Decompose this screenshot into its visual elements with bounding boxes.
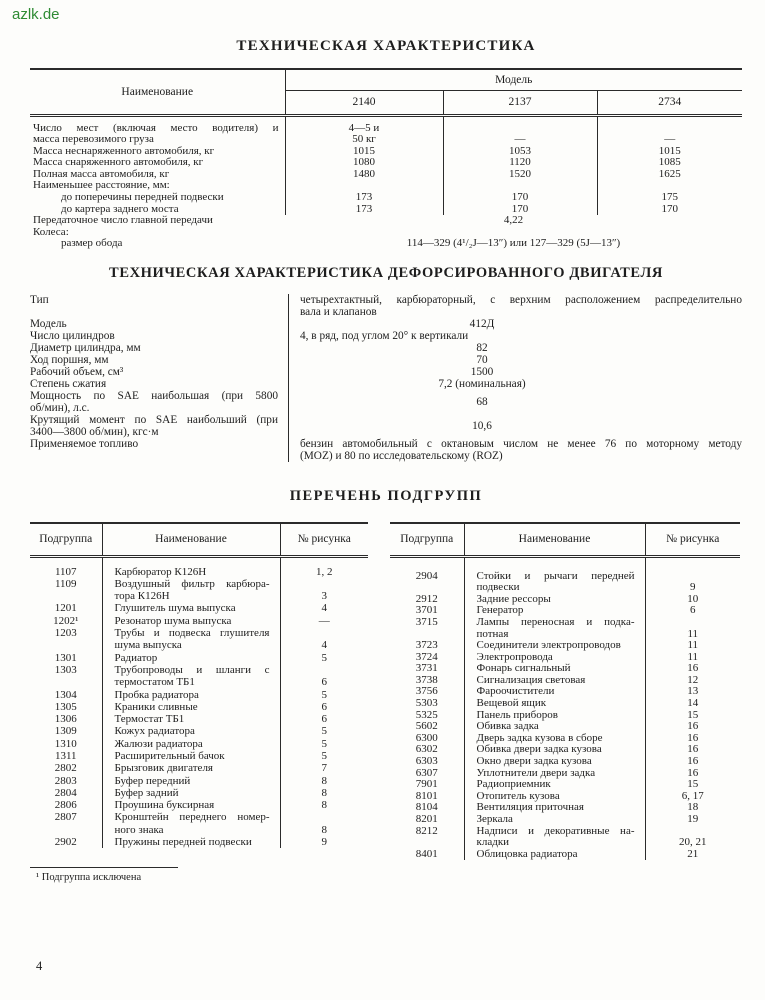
subgroup-row (30, 578, 368, 603)
spec-value: 170 (597, 204, 742, 216)
subgroup-row (30, 762, 368, 774)
subgroup-row (30, 725, 368, 737)
subgroup-table-left (30, 522, 368, 848)
subgroup-code: 2902 (54, 836, 77, 849)
subgroup-name: Дверь задка кузова в сборе (464, 733, 645, 745)
engine-spec-value-text: 82 (476, 342, 488, 355)
subgroup-code: 8401 (415, 847, 438, 860)
subgroup-row (30, 556, 368, 578)
figure-number: 5 (280, 652, 368, 664)
spec-row-name: Масса неснаряженного автомобиля, кг (33, 144, 215, 157)
engine-spec-label: Мощность по SAE наибольшая (при 5800 об/мин), л.с. (30, 390, 278, 415)
subgroup-col-header: Подгруппа (400, 533, 454, 546)
engine-spec-row (30, 378, 742, 390)
figure-number: 7 (280, 762, 368, 774)
figure-number: 5 (280, 689, 368, 701)
subgroup-code: 2912 (415, 592, 438, 605)
subgroup-name: Краники сливные (102, 701, 280, 713)
subgroup-name: Буфер передний (102, 775, 280, 787)
spec-value: 1015 (285, 146, 443, 158)
subgroup-name: Брызговик двигателя (102, 762, 280, 774)
spec-value: — (597, 115, 742, 146)
spec-value: 170 (443, 192, 597, 204)
subgroup-name: Кронштейн переднего номер- ного знака (102, 811, 280, 836)
subgroup-code: 1203 (54, 627, 77, 640)
subgroup-name: Облицовка радиатора (464, 849, 645, 861)
subgroup-tables (30, 522, 742, 860)
subgroup-code: 1310 (54, 737, 77, 750)
engine-spec-value (288, 318, 742, 330)
subgroup-col-header: № рисунка (645, 523, 740, 556)
subgroup-row (30, 775, 368, 787)
subgroup-name: Пружины передней подвески (102, 836, 280, 848)
engine-spec-value (288, 330, 742, 342)
figure-number: 16 (645, 663, 740, 675)
spec-row-name: Число мест (включая место водителя) и масса перевозимого груза (33, 121, 279, 146)
subgroup-name: Вещевой ящик (464, 698, 645, 710)
engine-spec-value (288, 390, 742, 414)
figure-number: 8 (280, 811, 368, 836)
spec-row-name: Колеса: (33, 225, 69, 238)
subgroup-name: Соединители электропроводов (464, 640, 645, 652)
subgroup-row (30, 738, 368, 750)
engine-spec-label: Модель (30, 318, 67, 331)
figure-number: 6 (280, 664, 368, 689)
subgroup-code: 5303 (415, 697, 438, 710)
spec-value: 175 (597, 192, 742, 204)
engine-spec-value-text: 412Д (469, 318, 495, 331)
subgroup-code: 8104 (415, 801, 438, 814)
figure-number: 5 (280, 750, 368, 762)
subgroup-name: Обивка задка (464, 721, 645, 733)
spec-value: 1053 (443, 146, 597, 158)
figure-number: 4 (280, 627, 368, 652)
spec-span-value: 114—329 (4¹/₂J—13″) или 127—329 (5J—13″) (406, 237, 621, 250)
section3-title: ПЕРЕЧЕНЬ ПОДГРУПП (289, 488, 483, 505)
subgroup-name: Термостат ТБ1 (102, 713, 280, 725)
subgroup-row (390, 756, 740, 768)
subgroup-name: Обивка двери задка кузова (464, 744, 645, 756)
figure-number: 18 (645, 802, 740, 814)
subgroup-row (30, 811, 368, 836)
spec-row-name: Полная масса автомобиля, кг (33, 167, 170, 180)
figure-number: 21 (645, 849, 740, 861)
figure-number: 20, 21 (645, 826, 740, 849)
figure-number: 8 (280, 799, 368, 811)
subgroup-row (30, 836, 368, 848)
section2-title: ТЕХНИЧЕСКАЯ ХАРАКТЕРИСТИКА ДЕФОРСИРОВАННОГО ДВИГАТЕЛЯ (109, 265, 663, 282)
engine-spec-value (288, 294, 742, 318)
subgroup-name: Генератор (464, 605, 645, 617)
figure-number: 8 (280, 787, 368, 799)
figure-number: 6, 17 (645, 791, 740, 803)
subgroup-code: 2806 (54, 799, 77, 812)
engine-spec-list (30, 294, 742, 462)
engine-spec-value (288, 354, 742, 366)
figure-number: 9 (280, 836, 368, 848)
subgroup-name: Окно двери задка кузова (464, 756, 645, 768)
subgroup-code: 1304 (54, 688, 77, 701)
subgroup-name: Задние рессоры (464, 594, 645, 606)
subgroup-name: Резонатор шума выпуска (102, 615, 280, 627)
engine-spec-row (30, 414, 742, 438)
subgroup-code: 1305 (54, 700, 77, 713)
model-col-header: 2734 (597, 90, 742, 115)
figure-number: 16 (645, 768, 740, 780)
subgroup-row (390, 640, 740, 652)
figure-number: 16 (645, 721, 740, 733)
spec-value: 1080 (285, 157, 443, 169)
figure-number: 19 (645, 814, 740, 826)
figure-number: — (280, 615, 368, 627)
subgroup-code: 1306 (54, 713, 77, 726)
subgroup-code: 1201 (54, 602, 77, 615)
subgroup-row (390, 594, 740, 606)
spec-value: 1625 (597, 169, 742, 181)
subgroup-row (390, 826, 740, 849)
engine-spec-value-text: 70 (476, 354, 488, 367)
subgroup-code: 1109 (54, 577, 77, 590)
subgroup-row (30, 627, 368, 652)
engine-spec-label: Крутящий момент по SAE наибольший (при 3400—3800 об/мин), кгс·м (30, 414, 278, 439)
engine-spec-label: Применяемое топливо (30, 438, 139, 451)
spec-value: 173 (285, 192, 443, 204)
spec-value: 1520 (443, 169, 597, 181)
subgroup-code: 3715 (415, 615, 438, 628)
subgroup-name: Кожух радиатора (102, 725, 280, 737)
figure-number: 11 (645, 640, 740, 652)
spec-value: 1120 (443, 157, 597, 169)
subgroup-col-header: Подгруппа (39, 533, 93, 546)
spec-row-name: до картера заднего моста (61, 202, 179, 215)
subgroup-code: 1311 (54, 749, 77, 762)
subgroup-code: 6307 (415, 766, 438, 779)
subgroup-name: Надписи и декоративные на- кладки (464, 826, 645, 849)
models-spec-table (30, 68, 742, 250)
subgroup-row (30, 652, 368, 664)
subgroup-row (390, 617, 740, 640)
engine-spec-row (30, 330, 742, 342)
subgroup-code: 3701 (415, 604, 438, 617)
subgroup-code: 8201 (415, 813, 438, 825)
figure-number: 10 (645, 594, 740, 606)
engine-spec-value-text: бензин автомобильный с октановым числом не менее 76 по моторному методу (MOZ) и 80 по исследовательскому (ROZ) (300, 438, 742, 463)
subgroup-table-right (390, 522, 740, 860)
subgroup-row (390, 849, 740, 861)
figure-number: 15 (645, 779, 740, 791)
subgroup-code: 3724 (415, 650, 438, 663)
subgroup-name: Жалюзи радиатора (102, 738, 280, 750)
subgroup-code: 5325 (415, 708, 438, 721)
spec-row (30, 227, 742, 239)
spec-value: — (443, 115, 597, 146)
subgroup-row (390, 556, 740, 594)
spec-value: 1085 (597, 157, 742, 169)
subgroup-name: Буфер задний (102, 787, 280, 799)
engine-spec-value (288, 342, 742, 354)
subgroup-code: 8101 (415, 789, 438, 802)
subgroup-code: 1107 (54, 565, 77, 578)
subgroup-code: 1303 (54, 663, 77, 676)
subgroup-name: Карбюратор К126Н (102, 556, 280, 578)
figure-number: 8 (280, 775, 368, 787)
subgroup-name: Стойки и рычаги передней подвески (464, 556, 645, 594)
subgroup-row (30, 799, 368, 811)
subgroup-name: Радиатор (102, 652, 280, 664)
engine-spec-row (30, 294, 742, 318)
engine-spec-value (288, 366, 742, 378)
subgroup-name: Отопитель кузова (464, 791, 645, 803)
engine-spec-value-text: 10,6 (472, 420, 492, 433)
subgroup-row (30, 787, 368, 799)
subgroup-name: Проушина буксирная (102, 799, 280, 811)
subgroup-code: 2807 (54, 811, 77, 824)
engine-spec-value (288, 438, 742, 462)
subgroup-row (30, 701, 368, 713)
engine-spec-value-text: 7,2 (номинальная) (438, 378, 526, 391)
figure-number: 9 (645, 556, 740, 594)
subgroup-code: 3756 (415, 685, 438, 698)
subgroup-name: Панель приборов (464, 710, 645, 722)
subgroup-row (390, 814, 740, 826)
subgroup-row (30, 615, 368, 627)
engine-spec-row (30, 318, 742, 330)
subgroup-code: 2802 (54, 762, 77, 775)
subgroup-name: Электропровода (464, 652, 645, 664)
engine-spec-label: Ход поршня, мм (30, 354, 109, 367)
figure-number: 15 (645, 710, 740, 722)
spec-row (30, 115, 742, 146)
engine-spec-row (30, 366, 742, 378)
spec-row-name: до поперечины передней подвески (61, 191, 224, 204)
watermark-azlk: azlk.de (12, 6, 60, 23)
section1-title: ТЕХНИЧЕСКАЯ ХАРАКТЕРИСТИКА (236, 38, 536, 54)
engine-spec-value-text: 4, в ряд, под углом 20° к вертикали (300, 330, 469, 343)
subgroup-name: Трубы и подвеска глушителя шума выпуска (102, 627, 280, 652)
figure-number: 14 (645, 698, 740, 710)
figure-number: 4 (280, 602, 368, 614)
engine-spec-value-text: 68 (476, 396, 488, 409)
subgroup-name: Сигнализация световая (464, 675, 645, 687)
engine-spec-value (288, 378, 742, 390)
engine-spec-label: Степень сжатия (30, 378, 107, 391)
subgroup-col-header: Наименование (102, 523, 280, 556)
engine-spec-label: Диаметр цилиндра, мм (30, 342, 141, 355)
engine-spec-label: Тип (30, 294, 49, 307)
subgroup-col-header: Наименование (464, 523, 645, 556)
subgroup-code: 1202¹ (53, 614, 79, 627)
subgroup-code: 2904 (415, 569, 438, 582)
subgroup-name: Трубопроводы и шланги с термостатом ТБ1 (102, 664, 280, 689)
engine-spec-label: Рабочий объем, см³ (30, 366, 124, 379)
spec-span-value: 4,22 (503, 214, 524, 227)
subgroup-row (390, 698, 740, 710)
spec-value: 1480 (285, 169, 443, 181)
subgroup-name: Вентиляция приточная (464, 802, 645, 814)
figure-number: 6 (280, 701, 368, 713)
figure-number: 16 (645, 733, 740, 745)
subgroup-code: 7901 (415, 778, 438, 791)
model-col-header: 2140 (352, 96, 376, 108)
subgroup-name: Глушитель шума выпуска (102, 602, 280, 614)
subgroup-code: 3731 (415, 662, 438, 675)
spec-value: 170 (443, 204, 597, 216)
subgroup-row (30, 602, 368, 614)
subgroup-code: 2804 (54, 786, 77, 799)
spec-row (30, 215, 742, 227)
subgroup-name: Зеркала (464, 814, 645, 826)
spec-row-name: размер обода (61, 237, 123, 250)
figure-number: 11 (645, 617, 740, 640)
figure-number: 6 (280, 713, 368, 725)
engine-spec-value (288, 414, 742, 438)
subgroup-row (30, 750, 368, 762)
subgroup-row (30, 713, 368, 725)
spec-model-header: Модель (285, 69, 742, 90)
spec-row-name: Передаточное число главной передачи (33, 214, 213, 227)
spec-row (30, 192, 742, 204)
spec-row-name: Наименьшее расстояние, мм: (33, 179, 170, 192)
subgroup-code: 6302 (415, 743, 438, 756)
spec-value: 173 (285, 204, 443, 216)
subgroup-name: Воздушный фильтр карбюра- тора К126Н (102, 578, 280, 603)
subgroup-code: 6300 (415, 731, 438, 744)
figure-number: 13 (645, 686, 740, 698)
spec-name-header: Наименование (30, 69, 285, 115)
subgroup-code: 6303 (415, 755, 438, 768)
subgroup-code: 1301 (54, 651, 77, 664)
engine-spec-value-text: четырехтактный, карбюраторный, с верхним расположением распределительно вала и клапанов (300, 294, 742, 319)
subgroup-row (30, 664, 368, 689)
subgroup-name: Фароочистители (464, 686, 645, 698)
figure-number: 16 (645, 756, 740, 768)
subgroup-name: Пробка радиатора (102, 689, 280, 701)
subgroup-code: 3738 (415, 673, 438, 686)
subgroup-name: Уплотнители двери задка (464, 768, 645, 780)
subgroup-name: Радиоприемник (464, 779, 645, 791)
figure-number: 5 (280, 738, 368, 750)
subgroup-code: 8212 (415, 824, 438, 837)
figure-number: 11 (645, 652, 740, 664)
spec-value: 1015 (597, 146, 742, 158)
page-number: 4 (36, 959, 43, 973)
footnote-text: ¹ Подгруппа исключена (36, 872, 142, 884)
models-spec-header (30, 69, 742, 115)
engine-spec-row (30, 390, 742, 414)
figure-number: 5 (280, 725, 368, 737)
subgroup-name: Фонарь сигнальный (464, 663, 645, 675)
figure-number: 3 (280, 578, 368, 603)
engine-spec-label: Число цилиндров (30, 330, 115, 343)
model-col-header: 2137 (443, 90, 597, 115)
subgroup-row (30, 689, 368, 701)
engine-spec-row (30, 438, 742, 462)
engine-spec-value-text: 1500 (470, 366, 494, 379)
figure-number: 1, 2 (280, 556, 368, 578)
spec-row (30, 238, 742, 250)
figure-number: 12 (645, 675, 740, 687)
footnote-divider (30, 867, 178, 868)
engine-spec-row (30, 342, 742, 354)
subgroup-name: Лампы переносная и подка- потная (464, 617, 645, 640)
subgroup-code: 5602 (415, 720, 438, 733)
subgroup-col-header: № рисунка (280, 523, 368, 556)
subgroup-code: 3723 (415, 639, 438, 652)
figure-number: 6 (645, 605, 740, 617)
subgroup-name: Расширительный бачок (102, 750, 280, 762)
engine-spec-row (30, 354, 742, 366)
spec-value: 4—5 и 50 кг (285, 115, 443, 146)
subgroup-code: 2803 (54, 774, 77, 787)
spec-row-name: Масса снаряженного автомобиля, кг (33, 156, 204, 169)
subgroup-code: 1309 (54, 725, 77, 738)
figure-number: 16 (645, 744, 740, 756)
